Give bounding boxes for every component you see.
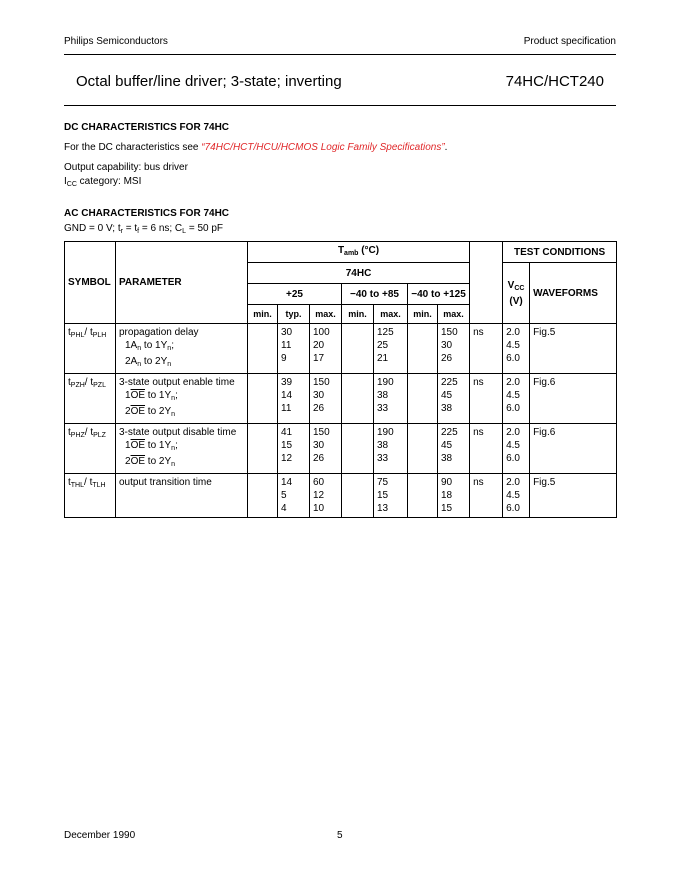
min-85-cell [342, 324, 374, 374]
param-line-1 [119, 339, 244, 355]
l2c: to 2Y [141, 356, 168, 367]
value: 4.5 [506, 440, 520, 451]
sym-a-sub: PZH [70, 382, 85, 389]
sym-a: t [68, 477, 71, 488]
parameter-cell [116, 324, 248, 374]
sym-a-sub: THL [70, 482, 85, 489]
max-125-cell [438, 474, 470, 518]
typ-25-cell [278, 424, 310, 474]
dc-intro-end: . [444, 142, 448, 153]
range-85: −40 to +85 [342, 284, 408, 305]
value: 2.0 [506, 477, 520, 488]
param-name: output transition time [119, 477, 212, 488]
value: 13 [377, 503, 389, 514]
value: 10 [313, 503, 325, 514]
ac-characteristics-table [64, 241, 617, 518]
dc-intro-text: For the DC characteristics see [64, 142, 202, 153]
cond-s2: f [137, 228, 140, 235]
l2a: 2 [125, 456, 131, 467]
vcc-cell [503, 474, 530, 518]
min-125-cell [408, 474, 438, 518]
l1e: ; [175, 440, 178, 451]
l1c: to 1Y [145, 440, 172, 451]
value: 225 [441, 427, 458, 438]
sym-a: t [68, 377, 71, 388]
value: 26 [313, 403, 325, 414]
l2b-overline: $\overline{OE}$ [130, 456, 146, 467]
vcc-sub: CC [514, 284, 525, 292]
header-rule-bottom [64, 105, 616, 106]
param-line-2 [119, 455, 244, 471]
icc-sub: CC [66, 181, 77, 188]
cond-p2: = t [122, 223, 138, 234]
parameter-cell [116, 474, 248, 518]
icc-rest: category: MSI [76, 176, 142, 187]
value: 6.0 [506, 453, 520, 464]
min-125-cell [408, 424, 438, 474]
symbol-cell [65, 474, 116, 518]
value: 45 [441, 390, 453, 401]
symbol-cell [65, 374, 116, 424]
col-max-85: max. [374, 305, 408, 324]
param-line-2 [119, 355, 244, 371]
icc-prefix: I [64, 176, 67, 187]
l1d: n [167, 345, 172, 352]
value: 11 [281, 340, 292, 351]
value: 4.5 [506, 340, 520, 351]
cond-p1: GND = 0 V; t [64, 223, 121, 234]
param-line-1 [119, 389, 244, 405]
value: 90 [441, 477, 453, 488]
param-line-1 [119, 439, 244, 455]
min-25-cell [248, 374, 278, 424]
cond-p3: = 6 ns; C [139, 223, 183, 234]
value: 41 [281, 427, 293, 438]
col-tamb [248, 242, 470, 263]
symbol-cell [65, 424, 116, 474]
range-125: −40 to +125 [408, 284, 470, 305]
col-parameter: PARAMETER [116, 242, 248, 324]
sym-b-sub: PLH [92, 332, 107, 339]
col-test-conditions: TEST CONDITIONS [503, 242, 617, 263]
col-min-125: min. [408, 305, 438, 324]
value: 190 [377, 377, 394, 388]
sym-b-sub: PLZ [93, 432, 106, 439]
min-85-cell [342, 374, 374, 424]
value: 4.5 [506, 490, 520, 501]
l1c: to 1Y [145, 390, 172, 401]
value: 30 [313, 390, 325, 401]
value: 100 [313, 327, 330, 338]
value: 15 [441, 503, 453, 514]
l1d: n [171, 395, 176, 402]
value: 6.0 [506, 403, 520, 414]
value: 26 [313, 453, 325, 464]
waveform-cell: Fig.6 [530, 424, 617, 474]
value: 6.0 [506, 503, 520, 514]
value: 15 [377, 490, 389, 501]
value: 11 [281, 403, 292, 414]
value: 12 [281, 453, 293, 464]
value: 150 [313, 427, 330, 438]
value: 25 [377, 340, 389, 351]
value: 30 [441, 340, 453, 351]
max-25-cell [310, 324, 342, 374]
output-capability: Output capability: bus driver [64, 162, 188, 173]
vcc-cell [503, 424, 530, 474]
l2d: n [167, 361, 172, 368]
value: 33 [377, 453, 389, 464]
value: 5 [281, 490, 287, 501]
min-85-cell [342, 424, 374, 474]
l1e: ; [171, 340, 174, 351]
l1a: 1A [125, 340, 138, 351]
typ-25-cell [278, 324, 310, 374]
max-125-cell [438, 424, 470, 474]
value: 15 [281, 440, 293, 451]
value: 190 [377, 427, 394, 438]
l1c: to 1Y [141, 340, 168, 351]
value: 75 [377, 477, 389, 488]
min-25-cell [248, 424, 278, 474]
l2c: to 2Y [145, 406, 172, 417]
col-symbol: SYMBOL [65, 242, 116, 324]
value: 4.5 [506, 390, 520, 401]
min-85-cell [342, 474, 374, 518]
waveform-cell: Fig.5 [530, 324, 617, 374]
cond-p4: = 50 pF [186, 223, 224, 234]
value: 39 [281, 377, 293, 388]
max-85-cell [374, 324, 408, 374]
sym-b: / t [84, 327, 93, 338]
max-25-cell [310, 474, 342, 518]
table-row [65, 424, 617, 474]
ac-heading: AC CHARACTERISTICS FOR 74HC [64, 208, 230, 219]
value: 2.0 [506, 427, 520, 438]
cond-s1: r [120, 228, 123, 235]
sym-b: / t [84, 477, 93, 488]
param-name: propagation delay [119, 327, 199, 338]
col-family: 74HC [248, 263, 470, 284]
sym-a: t [68, 327, 71, 338]
l1a: 1 [125, 390, 131, 401]
min-125-cell [408, 324, 438, 374]
value: 150 [313, 377, 330, 388]
value: 17 [313, 353, 325, 364]
l1b-overline: $\overline{OE}$ [130, 390, 146, 401]
value: 38 [441, 403, 453, 414]
cond-s3: L [182, 228, 187, 235]
col-unit [470, 242, 503, 324]
unit-cell: ns [470, 324, 503, 374]
col-vcc [503, 263, 530, 324]
l2a: 2A [125, 356, 138, 367]
value: 225 [441, 377, 458, 388]
min-25-cell [248, 474, 278, 518]
ac-conditions [64, 222, 223, 239]
col-max-125: max. [438, 305, 470, 324]
sym-a: t [68, 427, 71, 438]
value: 26 [441, 353, 453, 364]
vcc-cell [503, 374, 530, 424]
dc-heading: DC CHARACTERISTICS FOR 74HC [64, 122, 230, 133]
footer-date: December 1990 [64, 830, 136, 841]
max-25-cell [310, 374, 342, 424]
dc-intro [64, 141, 447, 155]
value: 125 [377, 327, 394, 338]
value: 14 [281, 477, 293, 488]
sym-b: / t [84, 427, 94, 438]
header-rule-top [64, 54, 616, 55]
parameter-cell [116, 374, 248, 424]
sym-b-sub: TLH [92, 482, 106, 489]
sym-b-sub: PZL [93, 382, 106, 389]
tamb-unit: (°C) [358, 245, 380, 256]
family-spec-link[interactable]: “74HC/HCT/HCU/HCMOS Logic Family Specifications” [201, 142, 445, 153]
value: 45 [441, 440, 453, 451]
value: 60 [313, 477, 325, 488]
value: 2.0 [506, 377, 520, 388]
max-85-cell [374, 474, 408, 518]
max-85-cell [374, 374, 408, 424]
waveform-cell: Fig.6 [530, 374, 617, 424]
unit-cell: ns [470, 474, 503, 518]
l2a: 2 [125, 406, 131, 417]
value: 38 [377, 440, 389, 451]
l1b: n [137, 345, 142, 352]
icc-category [64, 175, 141, 192]
param-name: 3-state output disable time [119, 427, 237, 438]
vcc-unit: (V) [509, 295, 523, 307]
unit-cell: ns [470, 374, 503, 424]
l2b-overline: $\overline{OE}$ [130, 406, 146, 417]
sym-b: / t [84, 377, 94, 388]
l2b: n [137, 361, 142, 368]
max-125-cell [438, 374, 470, 424]
range-25: +25 [248, 284, 342, 305]
waveform-cell: Fig.5 [530, 474, 617, 518]
typ-25-cell [278, 474, 310, 518]
doc-type: Product specification [523, 36, 616, 47]
sym-a-sub: PHL [70, 332, 85, 339]
sym-a-sub: PHZ [70, 432, 85, 439]
l2d: n [171, 461, 176, 468]
parameter-cell [116, 424, 248, 474]
l2c: to 2Y [145, 456, 172, 467]
param-name: 3-state output enable time [119, 377, 235, 388]
col-waveforms: WAVEFORMS [530, 263, 617, 324]
page-title: Octal buffer/line driver; 3-state; inverting [76, 73, 342, 90]
symbol-cell [65, 324, 116, 374]
l1a: 1 [125, 440, 131, 451]
table-row [65, 374, 617, 424]
col-max-25: max. [310, 305, 342, 324]
l1e: ; [175, 390, 178, 401]
col-min-85: min. [342, 305, 374, 324]
max-25-cell [310, 424, 342, 474]
table-row [65, 324, 617, 374]
min-125-cell [408, 374, 438, 424]
value: 21 [377, 353, 389, 364]
company-name: Philips Semiconductors [64, 36, 168, 47]
vcc-cell [503, 324, 530, 374]
vcc-v: V [507, 279, 515, 291]
page-number: 5 [337, 830, 343, 841]
table-row [65, 474, 617, 518]
value: 12 [313, 490, 325, 501]
value: 18 [441, 490, 453, 501]
value: 4 [281, 503, 287, 514]
tamb-t: T [337, 245, 345, 256]
value: 38 [441, 453, 453, 464]
param-line-2 [119, 405, 244, 421]
value: 33 [377, 403, 389, 414]
value: 14 [281, 390, 293, 401]
value: 38 [377, 390, 389, 401]
value: 6.0 [506, 353, 520, 364]
tamb-sub: amb [344, 250, 359, 257]
value: 150 [441, 327, 458, 338]
col-typ-25: typ. [278, 305, 310, 324]
l1b-overline: $\overline{OE}$ [130, 440, 146, 451]
unit-cell: ns [470, 424, 503, 474]
col-min-25: min. [248, 305, 278, 324]
max-85-cell [374, 424, 408, 474]
value: 30 [313, 440, 325, 451]
value: 20 [313, 340, 325, 351]
l2d: n [171, 411, 176, 418]
value: 2.0 [506, 327, 520, 338]
min-25-cell [248, 324, 278, 374]
max-125-cell [438, 324, 470, 374]
l1d: n [171, 445, 176, 452]
part-number: 74HC/HCT240 [505, 73, 604, 90]
value: 9 [281, 353, 287, 364]
typ-25-cell [278, 374, 310, 424]
value: 30 [281, 327, 293, 338]
